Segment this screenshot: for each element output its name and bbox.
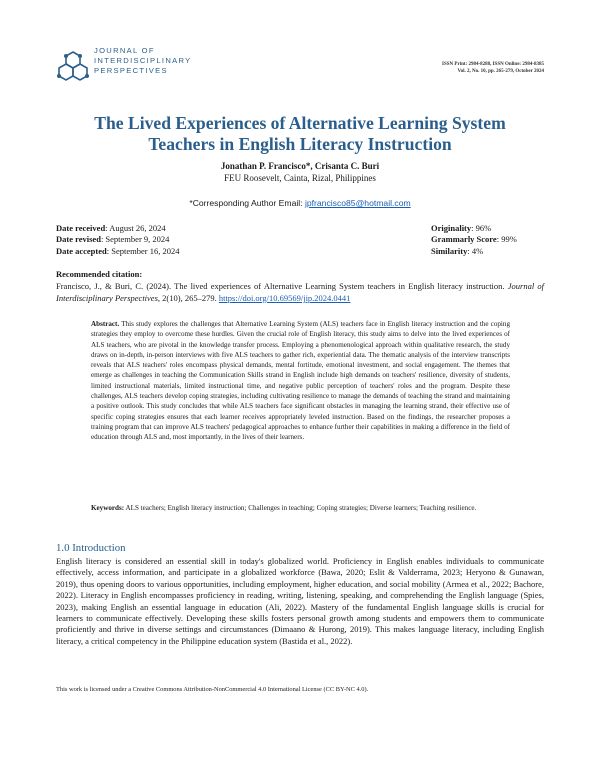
abstract-label: Abstract.: [91, 320, 120, 328]
citation-text: [56, 281, 544, 305]
originality-value: : 96%: [471, 223, 492, 233]
keywords-label: Keywords:: [91, 504, 125, 512]
logo-line-1: JOURNAL OF: [94, 46, 155, 55]
logo-line-2: INTERDISCIPLINARY: [94, 56, 192, 65]
date-revised-label: Date revised: [56, 234, 101, 245]
issn-block: [442, 61, 544, 75]
keywords-text: ALS teachers; English literacy instruction; Challenges in teaching; Coping strategies; Diverse learners; Teaching resilience.: [124, 504, 477, 512]
date-received: [56, 223, 179, 234]
introduction-paragraph: English literacy is considered an essential skill in today's globalized world. Proficiency in English enables individuals to communicate effectively, access information, and participate in a globalized workforce (Bawa, 2020; Eslit & Valderrama, 2023; Heryono & Gunawan, 2019), thus opening doors to various opportunities, including employment, higher education, and social mobility (Armea et al., 2022; Bachore, 2022). Literacy in English encompasses proficiency in reading, writing, listening, speaking, and comprehending the English language (Spies, 2023), making English an essential language in education (Ali, 2022). Mastery of the fundamental English language skills is crucial for learners to communicate effectively. Developing these skills fosters personal growth among students and empowers them to communicate proficiently and thrive in diverse settings and circumstances (Dimaano & Hurong, 2019). This makes language literacy, including English literacy, a critical competency in the Philippine education system (Bastida et al., 2022).: [56, 556, 544, 646]
license-footer: This work is licensed under a Creative Commons Attribution-NonCommercial 4.0 International License (CC BY-NC 4.0).: [56, 686, 369, 693]
date-received-label: Date received: [56, 223, 106, 233]
similarity-label: Similarity: [431, 245, 468, 256]
issn-line: ISSN Print: 2984-8288, ISSN Online: 2984-8385: [442, 62, 544, 67]
abstract-text: This study explores the challenges that Alternative Learning System (ALS) teachers face in English literacy instruction and the coping strategies they employ to overcome these hurdles. Given the crucial role of English literacy, this study aims to delve into the lived experiences of ALS teachers, who are pivotal in the knowledge transfer process. Employing a phenomenological approach within qualitative research, the study draws on in-depth, in-person interviews with five ALS teachers to gather rich, experiential data. The thematic analysis of the interview transcripts reveals that ALS teachers' roles encompass physical demands, mental fortitude, emotional investment, and social engagement. The themes that emerge as challenges in teaching the Communication Skills strand in English include high demands on teachers' resilience, diversity of students, limited instructional materials, limited instructional time, and negative public perception of teachers' roles and the program. Despite these challenges, ALS teachers develop coping strategies, including cultivating resilience to manage the demands of teaching the strand and maintaining a positive outlook. This study concludes that while ALS teachers face significant obstacles in managing the learning strand, their effective use of specific coping strategies ensures that each learner receives appropriately leveled instruction. Based on the findings, the researcher proposes a training program that can improve ALS teachers' pedagogical approaches to enhance further their capabilities in making a difference in the field of education through ALS and, most importantly, in the lives of their learners.: [91, 320, 510, 442]
metric-originality: [431, 223, 517, 234]
abstract: [91, 319, 510, 443]
metric-grammarly: [431, 234, 517, 245]
logo-line-3: PERSPECTIVES: [94, 66, 168, 75]
keywords: [91, 503, 510, 513]
grammarly-label: Grammarly Score: [431, 234, 497, 245]
affiliation: FEU Roosevelt, Cainta, Rizal, Philippines: [224, 173, 376, 183]
authors: Jonathan P. Francisco*, Crisanta C. Buri: [220, 161, 380, 171]
date-received-value: : August 26, 2024: [105, 223, 166, 233]
date-accepted: [56, 246, 179, 257]
date-revised-value: : September 9, 2024: [100, 234, 170, 245]
metrics-block: [431, 223, 517, 257]
volume-line: Vol. 2, No. 10, pp. 265-279, October 2024: [457, 69, 544, 74]
section-heading-introduction: 1.0 Introduction: [56, 542, 126, 554]
corresponding-label: *Corresponding Author Email:: [189, 198, 305, 208]
title-line-2: Teachers in English Literacy Instruction: [148, 134, 452, 154]
date-accepted-value: : September 16, 2024: [106, 245, 180, 256]
journal-logo-text: [94, 46, 192, 76]
originality-label: Originality: [431, 223, 472, 233]
journal-logo: [56, 46, 192, 84]
hexagon-network-icon: [56, 46, 90, 84]
doi-link[interactable]: https://doi.org/10.69569/jip.2024.0441: [218, 292, 351, 303]
date-accepted-label: Date accepted: [56, 245, 107, 256]
corresponding-email-link[interactable]: jpfrancisco85@hotmail.com: [304, 198, 411, 208]
article-title: [40, 113, 560, 155]
citation-journal: Journal of Interdisciplinary Perspectives: [56, 281, 544, 303]
date-revised: [56, 234, 179, 245]
title-line-1: The Lived Experiences of Alternative Learning System: [94, 113, 506, 133]
metric-similarity: [431, 246, 517, 257]
citation-after: , 2(10), 265–279.: [157, 292, 219, 303]
similarity-value: : 4%: [467, 245, 484, 256]
citation-heading: Recommended citation:: [56, 269, 143, 279]
citation-before: Francisco, J., & Buri, C. (2024). The lived experiences of Alternative Learning System teachers in English literacy instruction.: [56, 281, 508, 291]
corresponding-author: [40, 197, 560, 209]
dates-block: [56, 223, 179, 257]
grammarly-value: : 99%: [496, 234, 517, 245]
